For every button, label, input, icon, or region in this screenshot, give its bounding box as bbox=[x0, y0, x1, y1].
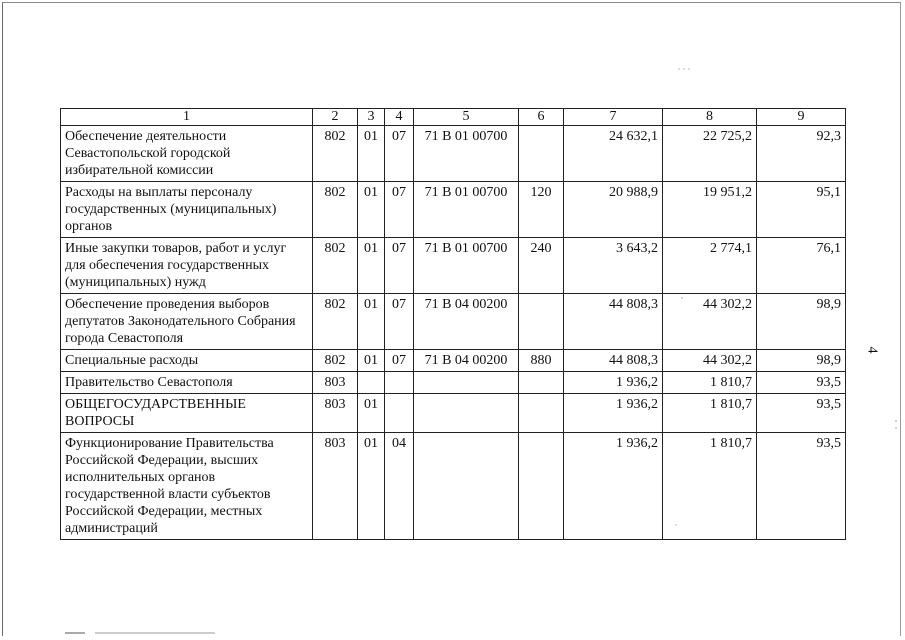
cell-col4: 07 bbox=[385, 350, 414, 372]
header-cell: 3 bbox=[358, 109, 385, 126]
cell-col7: 3 643,2 bbox=[564, 238, 663, 294]
cell-col9: 98,9 bbox=[757, 294, 846, 350]
cell-col9: 76,1 bbox=[757, 238, 846, 294]
cell-col7: 20 988,9 bbox=[564, 182, 663, 238]
cell-col9: 95,1 bbox=[757, 182, 846, 238]
cell-col8: 1 810,7 bbox=[663, 433, 757, 540]
cell-col6: 880 bbox=[519, 350, 564, 372]
cell-col6: 240 bbox=[519, 238, 564, 294]
cell-col8: 1 810,7 bbox=[663, 372, 757, 394]
row-name: Обеспечение деятельности Севастопольской городской избирательной комиссии bbox=[61, 126, 313, 182]
cell-col2: 802 bbox=[313, 350, 358, 372]
cell-col8: 22 725,2 bbox=[663, 126, 757, 182]
header-cell: 2 bbox=[313, 109, 358, 126]
cell-col9: 93,5 bbox=[757, 394, 846, 433]
cell-col7: 1 936,2 bbox=[564, 372, 663, 394]
cell-col8: 1 810,7 bbox=[663, 394, 757, 433]
cell-col8: 44 302,2 bbox=[663, 294, 757, 350]
header-cell: 5 bbox=[414, 109, 519, 126]
cell-col2: 803 bbox=[313, 394, 358, 433]
cell-col3: 01 bbox=[358, 350, 385, 372]
cell-col9: 98,9 bbox=[757, 350, 846, 372]
cell-col2: 802 bbox=[313, 182, 358, 238]
cell-col2: 802 bbox=[313, 126, 358, 182]
cell-col9: 92,3 bbox=[757, 126, 846, 182]
header-cell: 8 bbox=[663, 109, 757, 126]
cell-col3: 01 bbox=[358, 433, 385, 540]
cell-col4: 07 bbox=[385, 126, 414, 182]
cell-col5: 71 В 01 00700 bbox=[414, 182, 519, 238]
cell-col5: 71 В 04 00200 bbox=[414, 350, 519, 372]
cell-col7: 1 936,2 bbox=[564, 433, 663, 540]
cell-col7: 24 632,1 bbox=[564, 126, 663, 182]
cell-col4: 07 bbox=[385, 294, 414, 350]
cell-col4: 07 bbox=[385, 238, 414, 294]
cell-col3: 01 bbox=[358, 126, 385, 182]
cell-col7: 1 936,2 bbox=[564, 394, 663, 433]
page-number: 4 bbox=[864, 346, 880, 354]
row-name: Расходы на выплаты персоналу государственных (муниципальных) органов bbox=[61, 182, 313, 238]
header-cell: 7 bbox=[564, 109, 663, 126]
cell-col8: 44 302,2 bbox=[663, 350, 757, 372]
row-name: Иные закупки товаров, работ и услуг для обеспечения государственных (муниципальных) нужд bbox=[61, 238, 313, 294]
cell-col5: 71 В 04 00200 bbox=[414, 294, 519, 350]
row-name: ОБЩЕГОСУДАРСТВЕННЫЕ ВОПРОСЫ bbox=[61, 394, 313, 433]
cell-col8: 2 774,1 bbox=[663, 238, 757, 294]
row-name: Правительство Севастополя bbox=[61, 372, 313, 394]
cell-col8: 19 951,2 bbox=[663, 182, 757, 238]
cell-col5: 71 В 01 00700 bbox=[414, 238, 519, 294]
row-name: Специальные расходы bbox=[61, 350, 313, 372]
cell-col3: 01 bbox=[358, 294, 385, 350]
row-name: Обеспечение проведения выборов депутатов Законодательного Собрания города Севастополя bbox=[61, 294, 313, 350]
cell-col9: 93,5 bbox=[757, 372, 846, 394]
cell-col3: 01 bbox=[358, 238, 385, 294]
cell-col3: 01 bbox=[358, 182, 385, 238]
header-cell: 1 bbox=[61, 109, 313, 126]
cell-col7: 44 808,3 bbox=[564, 350, 663, 372]
cell-col2: 802 bbox=[313, 294, 358, 350]
cell-col3: 01 bbox=[358, 394, 385, 433]
cell-col2: 802 bbox=[313, 238, 358, 294]
cell-col7: 44 808,3 bbox=[564, 294, 663, 350]
cell-col9: 93,5 bbox=[757, 433, 846, 540]
cell-col5: 71 В 01 00700 bbox=[414, 126, 519, 182]
cell-col2: 803 bbox=[313, 433, 358, 540]
cell-col2: 803 bbox=[313, 372, 358, 394]
cell-col4: 07 bbox=[385, 182, 414, 238]
header-cell: 6 bbox=[519, 109, 564, 126]
row-name: Функционирование Правительства Российской Федерации, высших исполнительных органов государственной власти субъектов Российской Федерации, местных администраций bbox=[61, 433, 313, 540]
header-cell: 9 bbox=[757, 109, 846, 126]
header-cell: 4 bbox=[385, 109, 414, 126]
cell-col6: 120 bbox=[519, 182, 564, 238]
cell-col4: 04 bbox=[385, 433, 414, 540]
